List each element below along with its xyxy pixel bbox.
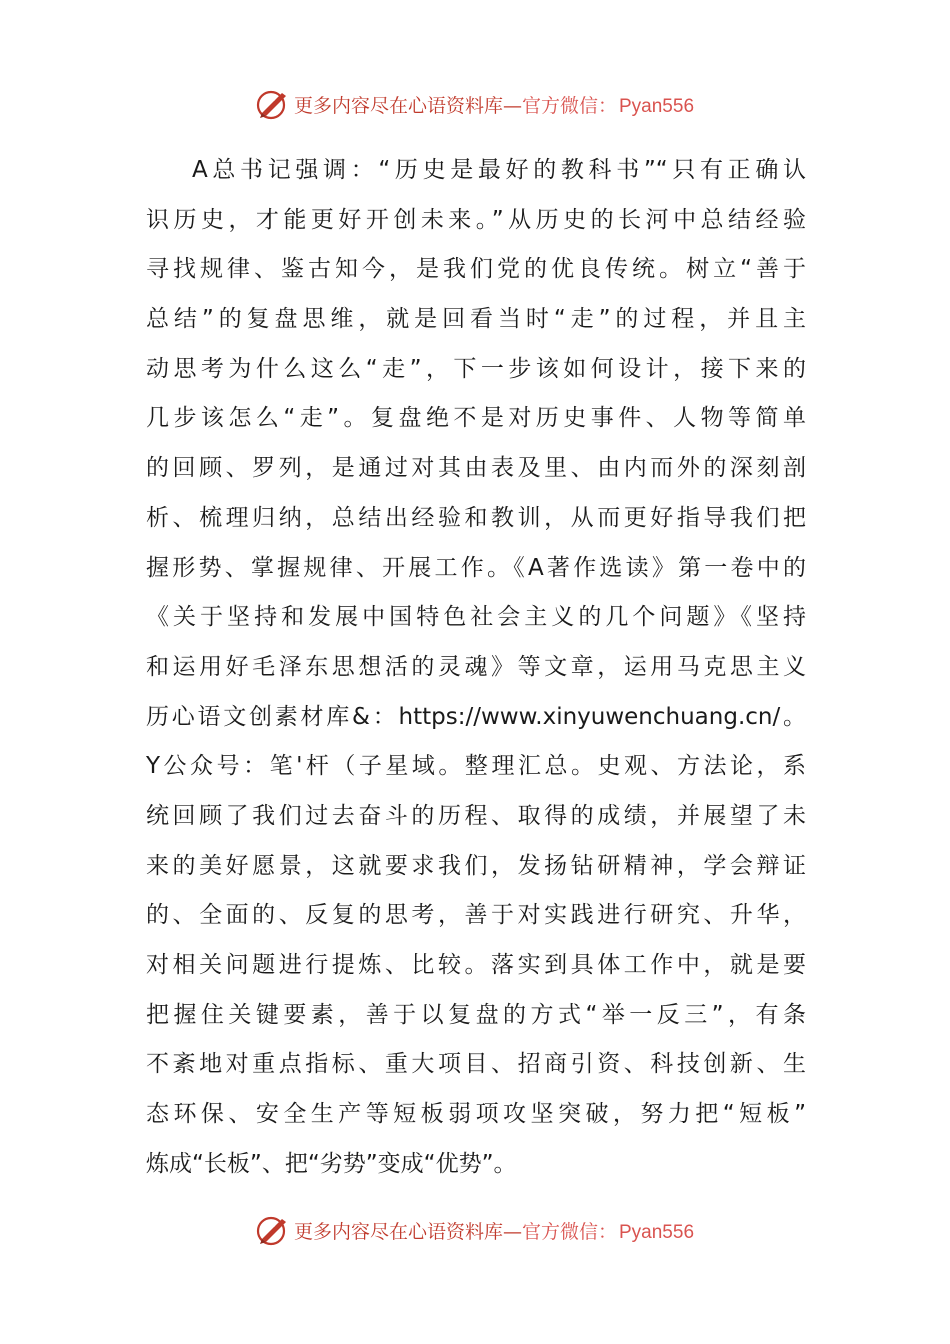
paragraph-line: 几步该怎么“走”。复盘绝不是对历史事件、人物等简单: [146, 405, 806, 432]
header-banner-text: [294, 91, 694, 118]
header-banner: [0, 84, 950, 124]
paragraph-line: 析、梳理归纳，总结出经验和教训，从而更好指导我们把: [146, 504, 806, 531]
paragraph-line: 不紊地对重点指标、重大项目、招商引资、科技创新、生: [146, 1051, 806, 1078]
paragraph-line: 寻找规律、鉴古知今，是我们党的优良传统。树立“善于: [146, 256, 806, 283]
header-wechat-label: 官方微信：: [521, 94, 617, 117]
paragraph-line-url: 历心语文创素材库&：https://www.xinyuwenchuang.cn/。: [146, 703, 806, 730]
paragraph-line: 统回顾了我们过去奋斗的历程、取得的成绩，并展望了未: [146, 802, 806, 829]
footer-banner-text: [294, 1217, 694, 1244]
paragraph-line: 态环保、安全生产等短板弱项攻坚突破，努力把“短板”: [146, 1101, 806, 1128]
footer-separator: —: [502, 1220, 522, 1243]
paragraph-line: Y公众号：笔'杆（子星域。整理汇总。史观、方法论，系: [146, 753, 806, 780]
paragraph-line: 的回顾、罗列，是通过对其由表及里、由内而外的深刻剖: [146, 455, 806, 482]
pen-circle-logo-icon: [256, 87, 290, 121]
paragraph-line: 和运用好毛泽东思想活的灵魂》等文章，运用马克思主义: [146, 653, 806, 680]
paragraph-line: 炼成“长板”、把“劣势”变成“优势”。: [146, 1150, 517, 1177]
article-paragraph: [146, 146, 806, 1189]
header-wechat-account: Pyan556: [619, 95, 695, 117]
paragraph-line: 对相关问题进行提炼、比较。落实到具体工作中，就是要: [146, 952, 806, 978]
paragraph-line: A总书记强调：“历史是最好的教科书”“只有正确认: [192, 157, 806, 183]
paragraph-line: 握形势、掌握规律、开展工作。《A著作选读》第一卷中的: [146, 554, 806, 581]
paragraph-line: 的、全面的、反复的思考，善于对实践进行研究、升华，: [146, 902, 806, 929]
header-promo-text: 更多内容尽在心语资料库: [293, 94, 503, 117]
paragraph-line: 来的美好愿景，这就要求我们，发扬钻研精神，学会辩证: [146, 852, 806, 879]
paragraph-line: 动思考为什么这么“走”，下一步该如何设计，接下来的: [146, 355, 806, 382]
paragraph-line: 识历史，才能更好开创未来。”从历史的长河中总结经验: [146, 206, 806, 233]
footer-wechat-label: 官方微信：: [521, 1220, 617, 1243]
header-separator: —: [502, 94, 522, 117]
paragraph-line: 把握住关键要素，善于以复盘的方式“举一反三”，有条: [146, 1001, 806, 1028]
footer-wechat-account: Pyan556: [619, 1221, 695, 1243]
pen-circle-logo-icon: [256, 1213, 290, 1247]
paragraph-line: 《关于坚持和发展中国特色社会主义的几个问题》《坚持: [146, 604, 806, 631]
footer-banner: [0, 1210, 950, 1250]
paragraph-line: 总结”的复盘思维，就是回看当时“走”的过程，并且主: [146, 306, 806, 333]
footer-promo-text: 更多内容尽在心语资料库: [293, 1220, 503, 1243]
